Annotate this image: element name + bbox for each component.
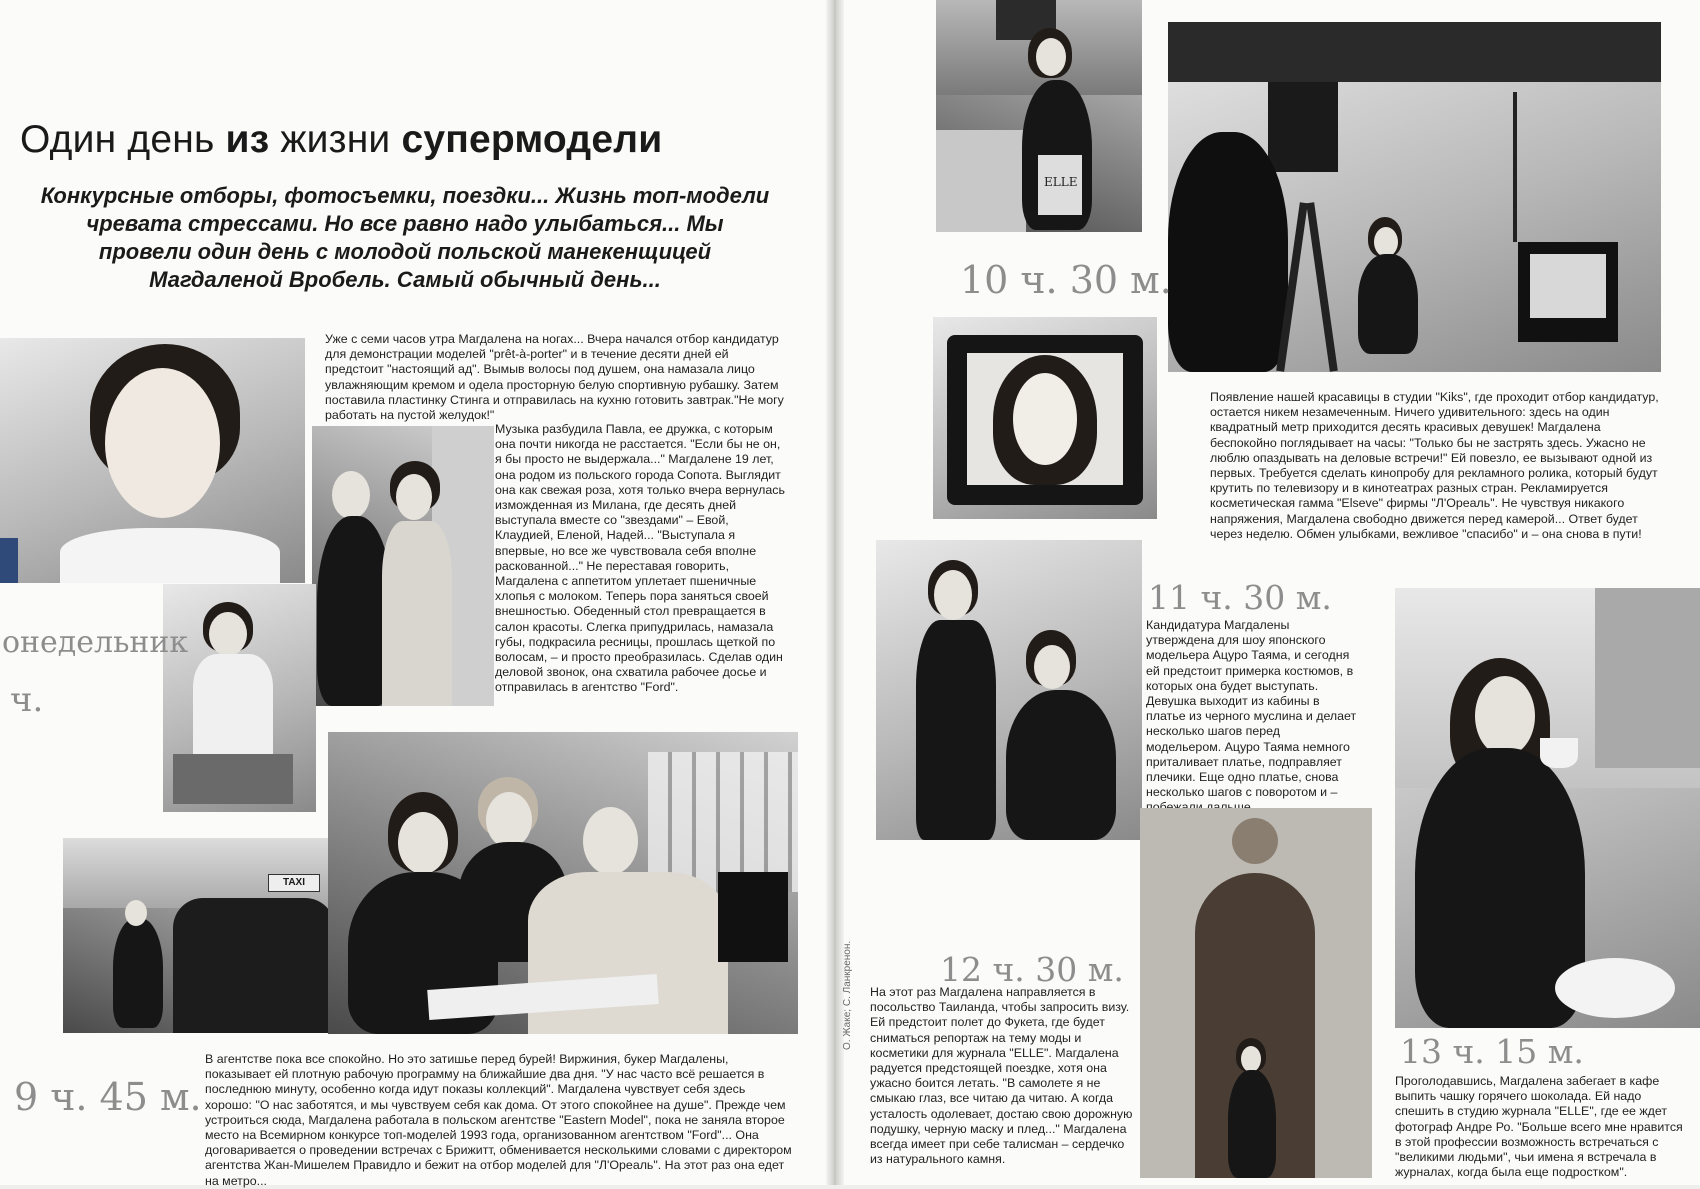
- cafe-photo: [1395, 588, 1700, 1028]
- time-1030: 10 ч. 30 м.: [960, 258, 1172, 302]
- title-part: Один день: [20, 118, 226, 161]
- title-bold: супермодели: [401, 118, 663, 161]
- text-1130: Кандидатура Магдалены утверждена для шоу японского модельера Ацуро Таяма, и сегодня ей предстоит примерка костюмов, в которых она будет выступать. Девушка выходит из кабины в платье из черного муслина и делает несколько шагов перед модельером. Ацуро Таяма немного приталивает платье, подправляет плечики. Еще одно платье, снова несколько шагов с поворотом и –: [1146, 618, 1357, 800]
- portrait-photo: [0, 338, 305, 583]
- street-taxi-photo: [63, 838, 335, 1033]
- text-1030: Появление нашей красавицы в студии "Kiks", где проходит отбор кандидатур, остается никем незамеченным. Ничего удивительного: здесь на один квадратный метр приходится десять красивых девушек! Магдалена беспокойно поглядывает на часы: "Только бы не застрять здесь. Ужасно не люблю опаздывать на деловые встречи!" Ей повезло, ее вызывают одной из первых. Требуется сделать кинопробу для рекламного ролика, который будут крутить по телевизору и в кинотеатрах разных стран. Рекламируется косметическая гамма "Elseve" фирмы "Л'Ореаль". Не чувствуя никакого напряжения, Магдалена свободно движется перед камерой... Ответ будет через неделю. Обмен улыбками, вежливое "спасибо" и – она снова в пути!: [1210, 390, 1659, 541]
- taxi-sign: TAXI: [268, 874, 320, 892]
- text-945: В агентстве пока все спокойно. Но это затишье перед бурей! Виржиния, букер Магдалены, показывает ей плотную рабочую программу на ближайшие два дня. "У нас часто всё решается в последнюю минуту, особенно когда идут показы коллекций". Магдалена чувствует себя здесь хорошо: "О нас заботятся, и мы чувствуем себя как дома. От этого спокойнее на душе". Прежде чем устроиться сюда, Магдалена работала в польском агентстве "Eastern Model", пока не заняла второе место на Всемирном конкурсе топ-моделей 1993 года, организованном агентством "Ford"... Она договаривается о проведении встречах с Брижитт, обменивается несколькими словами с директором агентства Жан-Мишелем Правидло и бежит на отбор моделей для "Л'Ореаль". На этот раз она едет на метро...: [205, 1052, 792, 1188]
- day-time: ч.: [10, 680, 44, 720]
- seated-woman-photo: [163, 584, 316, 812]
- article-lead: Конкурсные отборы, фотосъемки, поездки... Жизнь топ-модели чревата стрессами. Но все равно надо улыбаться... Мы провели один день с молодой польской манекенщицей Магдаленой Вробель. Самый обычный день...: [40, 183, 770, 292]
- tv-screen-photo: [933, 317, 1157, 519]
- column-text: Музыка разбудила Павла, ее дружка, с которым она почти никогда не расстается. "Если бы не он, я бы просто не выдержала..." Магдалене 19 лет, она родом из польского города Сопота. Выглядит она как свежая роза, хотя только вчера вернулась изможденная из Милана, где десять дней выступала вместе со "звездами" – Евой, Клаудией, Еленой, Надей... "Выступала я впервые, но все же чувствовала себя вполне раскованной..." Не переставая говорить, Магдалена с аппетитом уплетает пшеничные хлопья с молоком. Теперь пора заняться своей внешностью. Обеденный стол превращается в салон красоты. Слегка припудрилась, намазала губы, подкрасила ресницы, прошлась щеткой по волосам, – и просто преобразилась. Сделав один деловой звонок, она схватила рабочее досье и отправилась в агентство "Ford".: [495, 422, 785, 695]
- fitting-photo: [876, 540, 1142, 840]
- elle-bag-logo: ELLE: [1044, 175, 1078, 189]
- time-945: 9 ч. 45 м.: [14, 1075, 202, 1119]
- article-title: [20, 118, 662, 162]
- time-1230: 12 ч. 30 м.: [940, 950, 1124, 989]
- text-1315: Проголодавшись, Магдалена забегает в кафе выпить чашку горячего шоколада. Ей надо спешить в студию журнала "ELLE", где ее ждет фотограф Андре Ро. "Больше всего мне нравится в этой профессии возможность встречаться с "великими людьми", чьи имена я встречала в журналах, когда была еще подростком".: [1395, 1074, 1683, 1180]
- couple-doorway-photo: [312, 426, 494, 706]
- embassy-door-photo: [1140, 808, 1372, 1178]
- title-part: жизни: [269, 118, 402, 161]
- text-1230: На этот раз Магдалена направляется в посольство Таиланда, чтобы запросить визу. Ей предстоит полет до Фукета, где будет сниматься репортаж на тему моды и косметики для журнала "ELLE". Магдалена радуется предстоящей поездке, хотя она ужасно боится летать. "В самолете я не смыкаю глаз, все читаю да читаю. А когда усталость одолевает, достаю свою дорожную подушку, черную маску и плед..." Магдалена всегда имеет при себе талисман – сердечко из натурального камня.: [870, 985, 1133, 1167]
- day-label: онедельник: [2, 625, 189, 660]
- time-1130: 11 ч. 30 м.: [1148, 578, 1332, 617]
- metro-entrance-photo: [936, 0, 1142, 232]
- photo-credit: О. Жаке; С. Ланкренон.: [842, 940, 853, 1050]
- agency-office-photo: [328, 732, 798, 1034]
- title-bold: из: [225, 118, 270, 161]
- time-1315: 13 ч. 15 м.: [1400, 1032, 1584, 1071]
- studio-casting-photo: [1168, 22, 1661, 372]
- intro-text: Уже с семи часов утра Магдалена на ногах... Вчера начался отбор кандидатур для демонстрации моделей "prêt-à-porter" и в течение десяти дней ей предстоит "настоящий ад". Вымыв волосы под душем, она намазала лицо увлажняющим кремом и одела просторную белую спортивную рубашку. Затем поставила пластинку Стинга и отправилась на кухню готовить завтрак."Не могу работать на пустой желудок!": [325, 332, 784, 423]
